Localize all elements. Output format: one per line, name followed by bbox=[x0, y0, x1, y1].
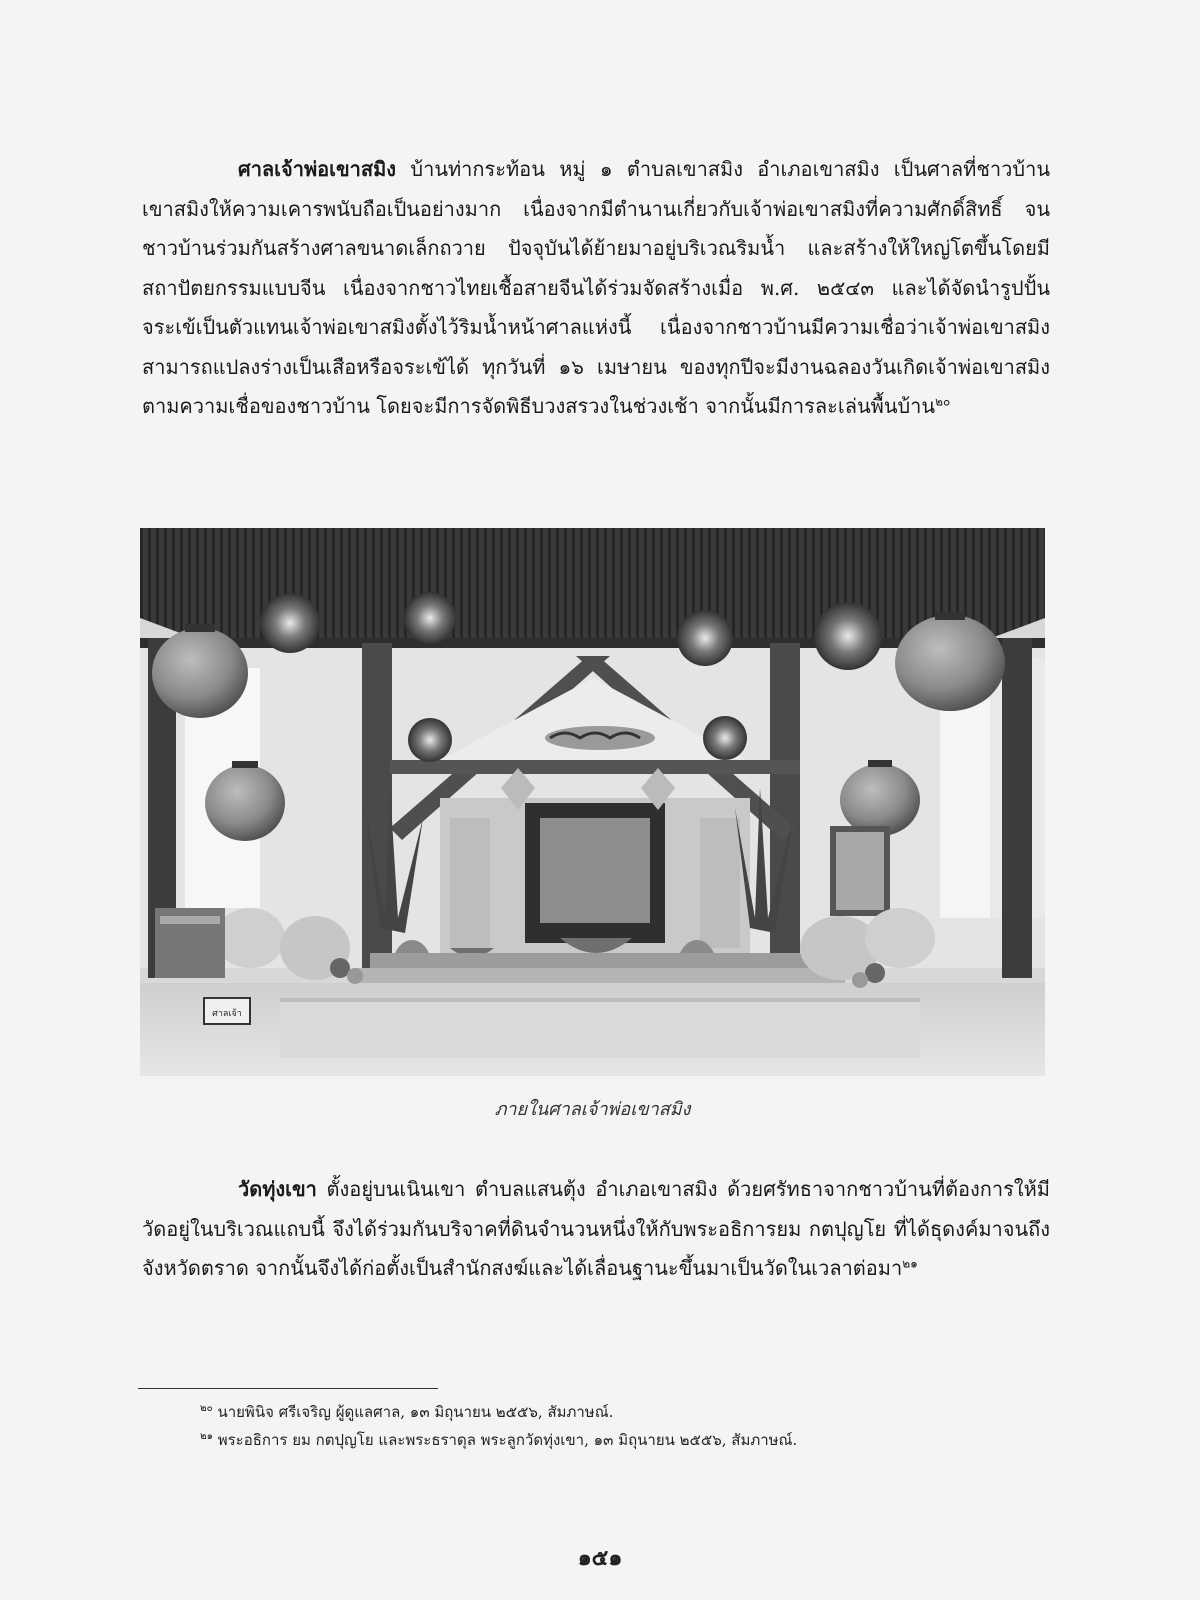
paragraph-shrine-title: ศาลเจ้าพ่อเขาสมิง bbox=[238, 157, 397, 181]
footnote-text: นายพินิจ ศรีเจริญ ผู้ดูแลศาล, ๑๓ มิถุนายน ๒๕๕๖, สัมภาษณ์. bbox=[212, 1403, 614, 1421]
footnote-mark: ๒๐ bbox=[200, 1403, 213, 1414]
footnote-text: พระอธิการ ยม กตปุญโย และพระธราดุล พระลูกวัดทุ่งเขา, ๑๓ มิถุนายน ๒๕๕๖, สัมภาษณ์. bbox=[212, 1431, 798, 1449]
paragraph-temple-title: วัดทุ่งเขา bbox=[238, 1177, 317, 1201]
photo-caption: ภายในศาลเจ้าพ่อเขาสมิง bbox=[494, 1099, 691, 1120]
footnote-20 bbox=[200, 1400, 613, 1424]
page-number: ๑๕๑ bbox=[577, 1545, 623, 1571]
footnote-21 bbox=[200, 1428, 797, 1452]
footnote-divider bbox=[138, 1388, 438, 1389]
paragraph-temple bbox=[142, 1170, 1050, 1289]
footnote-ref-21: ๒๑ bbox=[902, 1256, 918, 1271]
shrine-interior-photo bbox=[140, 528, 1045, 1076]
footnote-ref-20: ๒๐ bbox=[935, 394, 951, 409]
footnote-mark: ๒๑ bbox=[200, 1431, 213, 1442]
paragraph-shrine bbox=[142, 150, 1050, 427]
paragraph-temple-text: ตั้งอยู่บนเนินเขา ตำบลแสนตุ้ง อำเภอเขาสมิง ด้วยศรัทธาจากชาวบ้านที่ต้องการให้มีวัดอยู่ในบริเวณแถบนี้ จึงได้ร่วมกันบริจาคที่ดินจำนวนหนึ่งให้กับพระอธิการยม กตปุญโย ที่ได้ธุดงค์มาจนถึงจังหวัดตราด จากนั้นจึงได้ก่อตั้งเป็นสำนักสงฆ์และได้เลื่อนฐานะขึ้นมาเป็นวัดในเวลาต่อมา bbox=[142, 1177, 1050, 1280]
paragraph-shrine-text: บ้านท่ากระท้อน หมู่ ๑ ตำบลเขาสมิง อำเภอเขาสมิง เป็นศาลที่ชาวบ้านเขาสมิงให้ความเคารพนับถือเป็นอย่างมาก เนื่องจากมีตำนานเกี่ยวกับเจ้าพ่อเขาสมิงที่ความศักดิ์สิทธิ์ จนชาวบ้านร่วมกันสร้างศาลขนาดเล็กถวาย ปัจจุบันได้ย้ายมาอยู่บริเวณริมน้ำ และสร้างให้ใหญ่โตขึ้นโดยมีสถาปัตยกรรมแบบจีน เนื่องจากชาวไทยเชื้อสายจีนได้ร่วมจัดสร้างเมื่อ พ.ศ. ๒๕๔๓ และได้จัดนำรูปปั้นจระเข้เป็นตัวแทนเจ้าพ่อเขาสมิงตั้งไว้ริมน้ำหน้าศาลแห่งนี้ เนื่องจากชาวบ้านมีความเชื่อว่าเจ้าพ่อเขาสมิงสามารถแปลงร่างเป็นเสือหรือจระเข้ได้ ทุกวันที่ ๑๖ เมษายน ของทุกปีจะมีงานฉลองวันเกิดเจ้าพ่อเขาสมิง ตามความเชื่อของชาวบ้าน โดยจะมีการจัดพิธีบวงสรวงในช่วงเช้า จากนั้นมีการละเล่นพื้นบ้าน bbox=[142, 157, 1050, 418]
shrine-sign-text: ศาลเจ้า bbox=[212, 1009, 242, 1019]
